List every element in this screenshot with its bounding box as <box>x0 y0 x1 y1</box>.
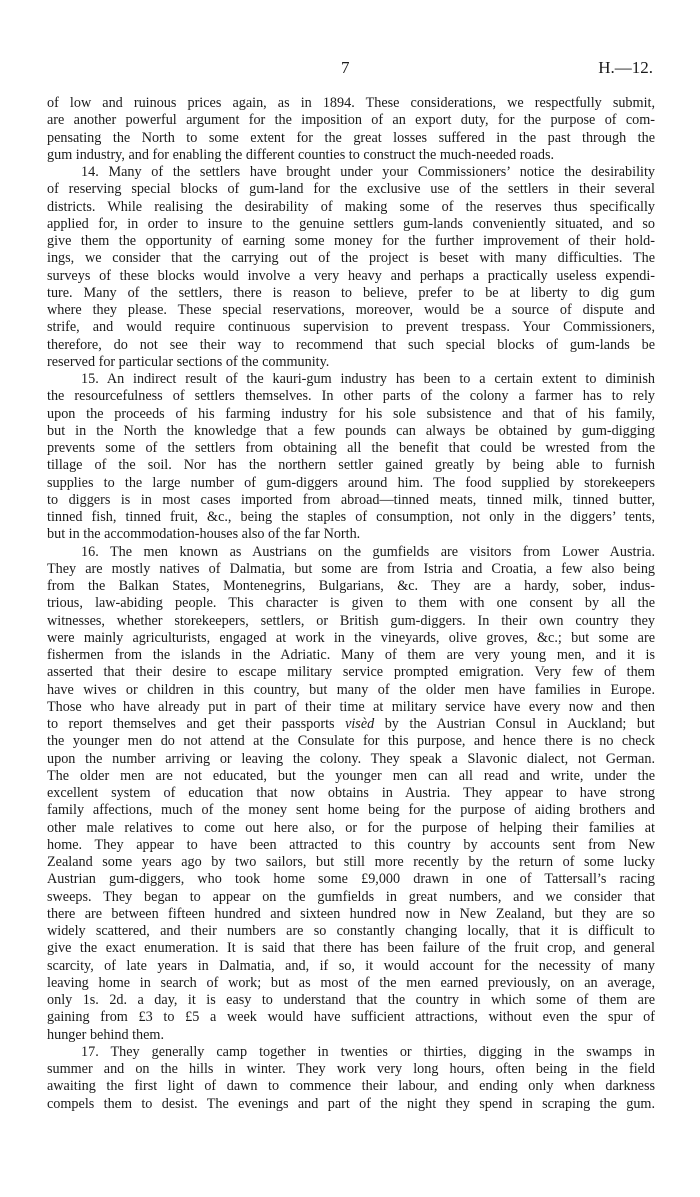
text-line: Those who have already put in part of their time at military service have every now and then <box>47 698 655 715</box>
text-line: the resourcefulness of settlers themselves. In other parts of the colony a farmer has to rely <box>47 388 655 405</box>
text-line: supplies to the large number of gum-diggers around him. The food supplied by storekeepers <box>47 474 655 491</box>
paragraph <box>47 544 655 1044</box>
text-line: districts. While realising the desirability of making some of the reserves thus specifically <box>47 198 655 215</box>
text-line: widely scattered, and their numbers are so constantly changing locally, that it is difficult to <box>47 923 655 939</box>
text-line: give the exact enumeration. It is said that there has been failure of the fruit crop, and general <box>47 940 655 957</box>
text-line: upon the number arriving or leaving the colony. They speak a Slavonic dialect, not German. <box>47 750 655 767</box>
text-line: trious, law-abiding people. This character is given to them with one consent by all the <box>47 595 655 612</box>
text-line: sweeps. They began to appear on the gumfields in great numbers, and we consider that <box>47 888 655 905</box>
text-line: 15. An indirect result of the kauri-gum industry has been to a certain extent to diminish <box>81 371 655 387</box>
text-line: hunger behind them. <box>47 1026 165 1043</box>
text-line: fishermen from the islands in the Adriatic. Many of them are very young men, and it is <box>47 647 655 663</box>
text-line: but in the North the knowledge that a few pounds can always be obtained by gum-digging <box>47 422 655 439</box>
text-line: ture. Many of the settlers, there is reason to believe, prefer to be at liberty to dig gum <box>47 284 655 301</box>
text-line: to diggers is in most cases imported from abroad—tinned meats, tinned milk, tinned butter, <box>47 491 655 508</box>
text-line: summer and on the hills in winter. They work very long hours, often being in the field <box>47 1061 655 1077</box>
text-line: strife, and would require continuous supervision to prevent trespass. Your Commissioners, <box>47 319 655 336</box>
paragraph <box>47 95 655 164</box>
text-line: there are between fifteen hundred and sixteen hundred now in New Zealand, but they are so <box>47 905 655 922</box>
text-line: 16. The men known as Austrians on the gumfields are visitors from Lower Austria. <box>81 543 655 560</box>
text-line: awaiting the first light of dawn to commence their labour, and ending only when darkness <box>47 1078 655 1095</box>
text-line: other male relatives to come out here also, or for the purpose of helping their families at <box>47 819 655 836</box>
text-line: The older men are not educated, but the younger men can all read and write, under the <box>47 767 655 784</box>
document-reference: H.—12. <box>598 58 653 77</box>
page-number: 7 <box>341 58 350 77</box>
text-line: the younger men do not attend at the Consulate for this purpose, and hence there is no check <box>47 733 655 750</box>
text-line: only 1s. 2d. a day, it is easy to understand that the country in which some of them are <box>47 992 655 1008</box>
text-line: give them the opportunity of earning some money for the further improvement of their hold- <box>47 233 655 249</box>
text-line: reserved for particular sections of the community. <box>47 353 330 370</box>
text-line: of low and ruinous prices again, as in 1894. These considerations, we respectfully submit, <box>47 95 655 111</box>
text-line: prevents some of the settlers from obtaining all the benefit that could be wrested from the <box>47 440 655 456</box>
text-line: home. They appear to have been attracted to this country by accounts sent from New <box>47 836 655 853</box>
text-line: upon the proceeds of his farming industry for his sole subsistence and that of his family, <box>47 405 655 422</box>
text-line: but in the accommodation-houses also of the far North. <box>47 526 361 543</box>
text-line: tinned fish, tinned fruit, &c., being the staples of consumption, not only in the diggers’ tents, <box>47 509 655 525</box>
text-line: ings, we consider that the carrying out of the project is beset with many difficulties. The <box>47 250 655 267</box>
paragraph <box>47 371 655 544</box>
text-line: pensating the North to some extent for the great losses suffered in the past through the <box>47 129 655 146</box>
italic-word: visèd <box>345 716 375 732</box>
text-line: of reserving special blocks of gum-land for the exclusive use of the settlers in their several <box>47 181 655 198</box>
text-line: 14. Many of the settlers have brought under your Commissioners’ notice the desirability <box>81 164 655 180</box>
text-line: have wives or children in this country, but many of the older men have families in Europe. <box>47 681 655 698</box>
text-line: Austrian gum-diggers, who took home some £9,000 drawn in one of Tattersall’s racing <box>47 871 655 888</box>
text-line: therefore, do not see their way to recommend that such special blocks of gum-lands be <box>47 336 655 353</box>
paragraph <box>47 1044 655 1113</box>
text-line: to report themselves and get their passports visèd by the Austrian Consul in Auckland; but <box>47 716 655 732</box>
text-line: where they please. These special reservations, moreover, would be a source of dispute and <box>47 302 655 318</box>
text-line: excellent system of education that now obtains in Austria. They appear to have strong <box>47 785 655 801</box>
text-line: family affections, much of the money sent home being for the purpose of aiding brothers and <box>47 802 655 819</box>
body-text <box>47 95 655 1113</box>
text-line: were mainly agriculturists, engaged at work in the vineyards, olive groves, &c.; but some are <box>47 629 655 646</box>
paragraph <box>47 164 655 371</box>
text-line: applied for, in order to insure to the genuine settlers gum-lands conveniently situated, and so <box>47 215 655 232</box>
text-line: gaining from £3 to £5 a week would have sufficient attractions, without even the spur of <box>47 1009 655 1026</box>
text-line: asserted that their desire to escape military service prompted emigration. Very few of them <box>47 664 655 681</box>
text-line: They are mostly natives of Dalmatia, but some are from Istria and Croatia, a few also being <box>47 560 655 577</box>
text-line: compels them to desist. The evenings and part of the night they spend in scraping the gum. <box>47 1095 655 1112</box>
text-line: Zealand some years ago by two sailors, but still more recently by the return of some lucky <box>47 854 655 870</box>
text-line: from the Balkan States, Montenegrins, Bulgarians, &c. They are a hardy, sober, indus- <box>47 578 655 594</box>
text-line: 17. They generally camp together in twenties or thirties, digging in the swamps in <box>81 1043 655 1060</box>
text-line: leaving home in search of work; but as most of the men earned previously, on an average, <box>47 974 655 991</box>
text-line: are another powerful argument for the imposition of an export duty, for the purpose of com- <box>47 112 655 129</box>
text-line: witnesses, whether storekeepers, settlers, or British gum-diggers. In their own country they <box>47 612 655 629</box>
text-line: surveys of these blocks would involve a very heavy and perhaps a practically useless expendi- <box>47 267 655 284</box>
text-line: tillage of the soil. Nor has the northern settler gained greatly by being able to furnish <box>47 457 655 474</box>
text-line: gum industry, and for enabling the different counties to construct the much-needed roads. <box>47 146 555 163</box>
text-line: scarcity, of late years in Dalmatia, and, if so, it would account for the necessity of many <box>47 957 655 974</box>
